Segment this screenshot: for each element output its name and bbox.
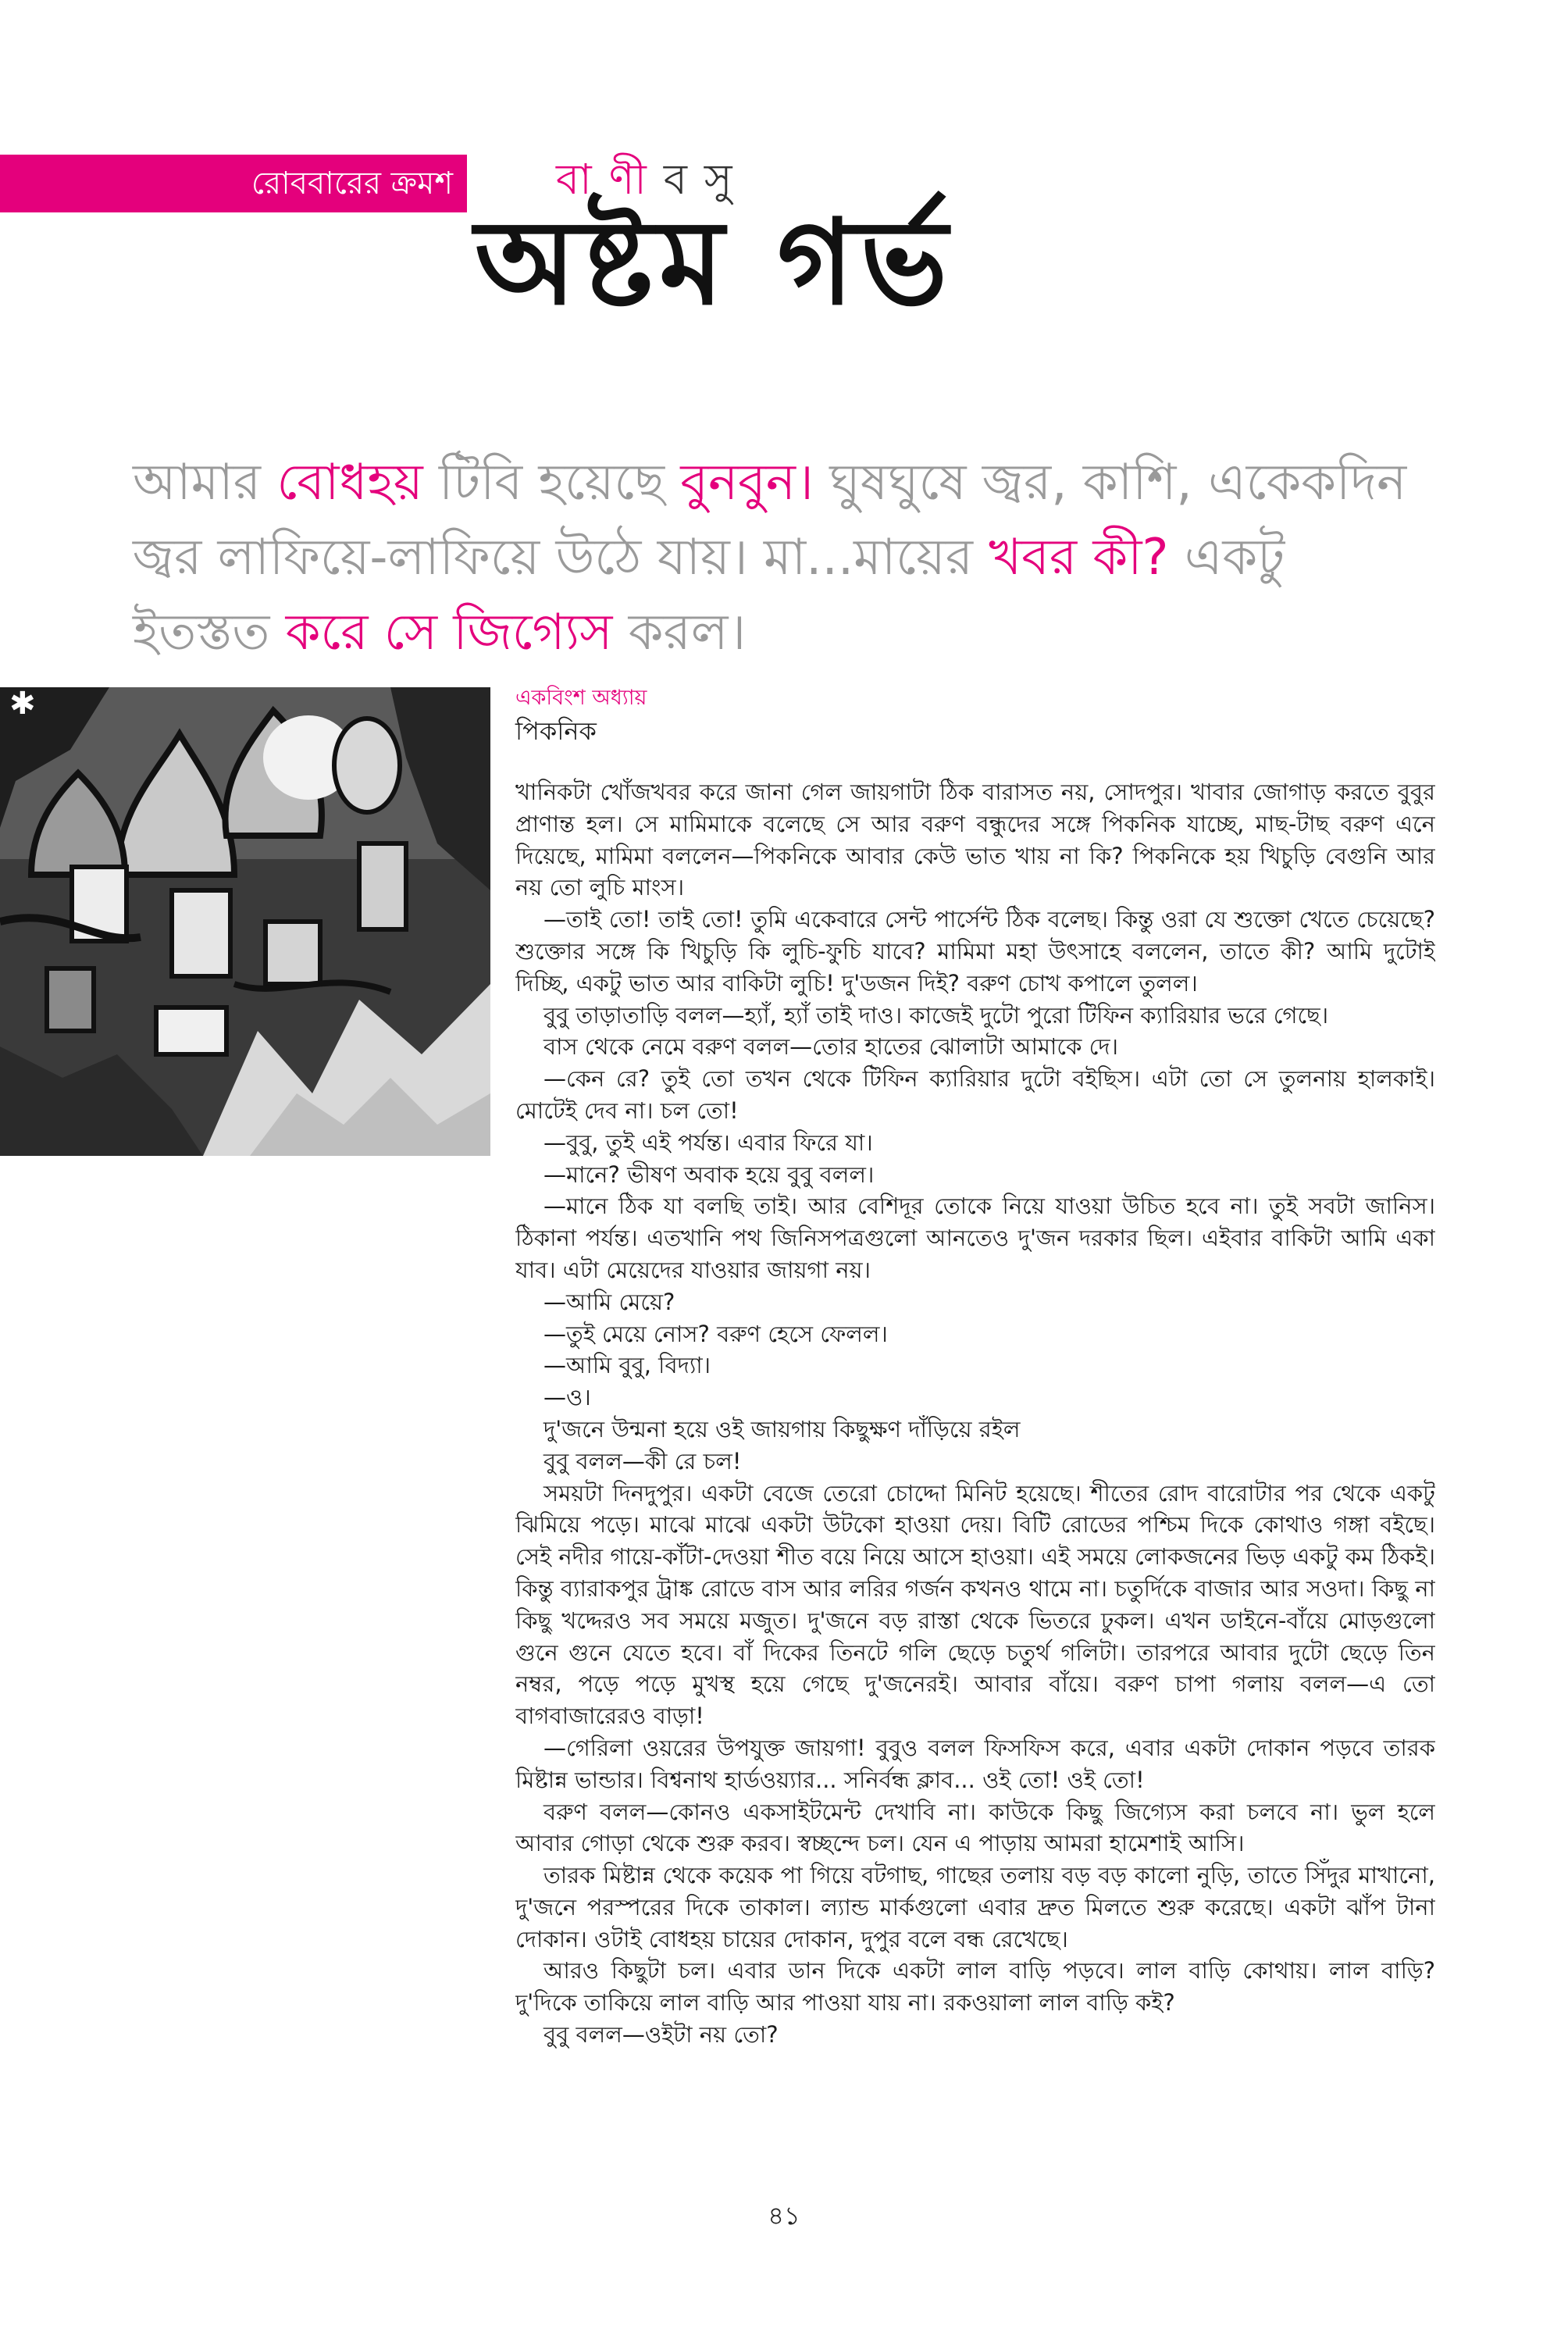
chapter-name: পিকনিক (515, 716, 597, 746)
paragraph: বুবু বলল—কী রে চল! (543, 1447, 742, 1475)
pull-quote (133, 445, 1421, 670)
story-body (515, 776, 1435, 2182)
author-last-name: বসু (663, 155, 750, 204)
paragraph: —গেরিলা ওয়রের উপযুক্ত জায়গা! বুবুও বলল ফিসফিস করে, এবার একটা দোকান পড়বে তারক মিষ্টান্ন ভান্ডার। বিশ্বনাথ হার্ডওয়্যার... সনির্বন্ধ ক্লাব... ওই তো! ওই তো! (515, 1734, 1435, 1793)
svg-text:✱: ✱ (9, 687, 36, 722)
paragraph: সময়টা দিনদুপুর। একটা বেজে তেরো চোদ্দো মিনিট হয়েছে। শীতের রোদ বারোটার পর থেকে একটু ঝিমিয়ে পড়ে। মাঝে মাঝে একটা উটকো হাওয়া দেয়। বিটি রোডের পশ্চিম দিকে কোথাও গঙ্গা বইছে। সেই নদীর গায়ে-কাঁটা-দেওয়া শীত বয়ে নিয়ে আসে হাওয়া। এই সময়ে লোকজনের ভিড় একটু কম ঠিকই। কিন্তু ব্যারাকপুর ট্রাঙ্ক রোডে বাস আর লরির গর্জন কখনও থামে না। চতুর্দিকে বাজার আর সওদা। কিছু না কিছু খদ্দেরও সব সময়ে মজুত। দু'জনে বড় রাস্তা থেকে ভিতরে ঢুকল। এখন ডাইনে-বাঁয়ে মোড়গুলো গুনে গুনে যেতে হবে। বাঁ দিকের তিনটে গলি ছেড়ে চতুর্থ গলিটা। তারপরে আবার দুটো ছেড়ে তিন নম্বর, পড়ে পড়ে মুখস্থ হয়ে গেছে দু'জনেরই। আবার বাঁয়ে। বরুণ চাপা গলায় বলল—এ তো বাগবাজারেরও বাড়া! (515, 1479, 1435, 1730)
paragraph: —মানে ঠিক যা বলছি তাই। আর বেশিদূর তোকে নিয়ে যাওয়া উচিত হবে না। তুই সবটা জানিস। ঠিকানা পর্যন্ত। এতখানি পথ জিনিসপত্রগুলো আনতেও দু'জন দরকার ছিল। এইবার বাকিটা আমি একা যাব। এটা মেয়েদের যাওয়ার জায়গা নয়। (515, 1193, 1435, 1283)
paragraph: তারক মিষ্টান্ন থেকে কয়েক পা গিয়ে বটগাছ, গাছের তলায় বড় বড় কালো নুড়ি, তাতে সিঁদুর মাখানো, দু'জনে পরস্পরের দিকে তাকাল। ল্যান্ড মার্কগুলো এবার দ্রুত মিলতে শুরু করেছে। একটা ঝাঁপ টানা দোকান। ওটাই বোধহয় চায়ের দোকান, দুপুর বলে বন্ধ রেখেছে। (515, 1862, 1435, 1952)
pull-quote-highlight: খবর কী? (989, 529, 1169, 587)
paragraph: —আমি বুবু, বিদ্যা। (543, 1352, 711, 1379)
paragraph: বাস থেকে নেমে বরুণ বলল—তোর হাতের ঝোলাটা আমাকে দে। (543, 1033, 1118, 1061)
paragraph: বুবু বলল—ওইটা নয় তো? (543, 2021, 779, 2049)
paragraph: —কেন রে? তুই তো তখন থেকে টিফিন ক্যারিয়ার দুটো বইছিস। এটা তো সে তুলনায় হালকাই। মোটেই দেব না। চল তো! (515, 1065, 1435, 1124)
author-first-name: বাণী (556, 155, 664, 204)
pull-quote-text: ঘুষঘুষে জ্বর, কাশি, একেকদিন জ্বর লাফিয়ে-লাফিয়ে উঠে যায়। মা...মায়ের (133, 454, 1407, 587)
pull-quote-text: টিবি হয়েছে (422, 454, 681, 512)
page-number: ৪১ (768, 2201, 800, 2231)
paragraph: —মানে? ভীষণ অবাক হয়ে বুবু বলল। (543, 1161, 875, 1188)
pull-quote-text: করল। (612, 604, 747, 661)
paragraph: দু'জনে উন্মনা হয়ে ওই জায়গায় কিছুক্ষণ দাঁড়িয়ে রইল (543, 1415, 1021, 1442)
pull-quote-highlight: বোধহয় (276, 454, 423, 512)
pull-quote-text: আমার (133, 454, 277, 512)
paragraph: খানিকটা খোঁজখবর করে জানা গেল জায়গাটা ঠিক বারাসত নয়, সোদপুর। খাবার জোগাড় করতে বুবুর প্রাণান্ত হল। সে মামিমাকে বলেছে সে আর বরুণ বন্ধুদের সঙ্গে পিকনিক যাচ্ছে, মাছ-টাছ বরুণ এনে দিয়েছে, মামিমা বললেন—পিকনিকে আবার কেউ ভাত খায় না কি? পিকনিকে হয় খিচুড়ি বেগুনি আর নয় তো লুচি মাংস। (515, 779, 1435, 901)
paragraph: —তাই তো! তাই তো! তুমি একেবারে সেন্ট পার্সেন্ট ঠিক বলেছ। কিন্তু ওরা যে শুক্তো খেতে চেয়েছে? শুক্তোর সঙ্গে কি খিচুড়ি কি লুচি-ফুচি যাবে? মামিমা মহা উৎসাহে বললেন, তাতে কী? আমি দুটোই দিচ্ছি, একটু ভাত আর বাকিটা লুচি! দু'ডজন দিই? বরুণ চোখ কপালে তুলল। (515, 906, 1435, 997)
chapter-number: একবিংশ অধ্যায় (515, 686, 647, 710)
paragraph: —আমি মেয়ে? (543, 1288, 675, 1315)
paragraph: আরও কিছুটা চল। এবার ডান দিকে একটা লাল বাড়ি পড়বে। লাল বাড়ি কোথায়। লাল বাড়ি? দু'দিকে তাকিয়ে লাল বাড়ি আর পাওয়া যায় না। রকওয়ালা লাল বাড়ি কই? (515, 1957, 1435, 2017)
illustration-artwork (0, 687, 490, 1156)
pull-quote-highlight: করে সে জিগ্যেস (285, 604, 613, 661)
chapter-heading (515, 683, 1452, 748)
pull-quote-highlight: বুনবুন। (680, 454, 814, 512)
pull-quote-text: একটু ইতস্তত (133, 529, 1285, 661)
series-banner (0, 155, 467, 212)
paragraph: বরুণ বলল—কোনও একসাইটমেন্ট দেখাবি না। কাউকে কিছু জিগ্যেস করা চলবে না। ভুল হলে আবার গোড়া থেকে শুরু করব। স্বচ্ছন্দে চল। যেন এ পাড়ায় আমরা হামেশাই আসি। (515, 1798, 1435, 1857)
story-title: অষ্টম গর্ভ (475, 195, 954, 331)
paragraph: —তুই মেয়ে নোস? বরুণ হেসে ফেলল। (543, 1320, 888, 1347)
paragraph: —ও। (543, 1384, 591, 1411)
paragraph: —বুবু, তুই এই পর্যন্ত। এবার ফিরে যা। (543, 1129, 873, 1156)
paragraph: বুবু তাড়াতাড়ি বলল—হ্যাঁ, হ্যাঁ তাই দাও। কাজেই দুটো পুরো টিফিন ক্যারিয়ার ভরে গেছে। (543, 1001, 1329, 1029)
series-label: রোববারের ক্রমশ (251, 166, 453, 201)
